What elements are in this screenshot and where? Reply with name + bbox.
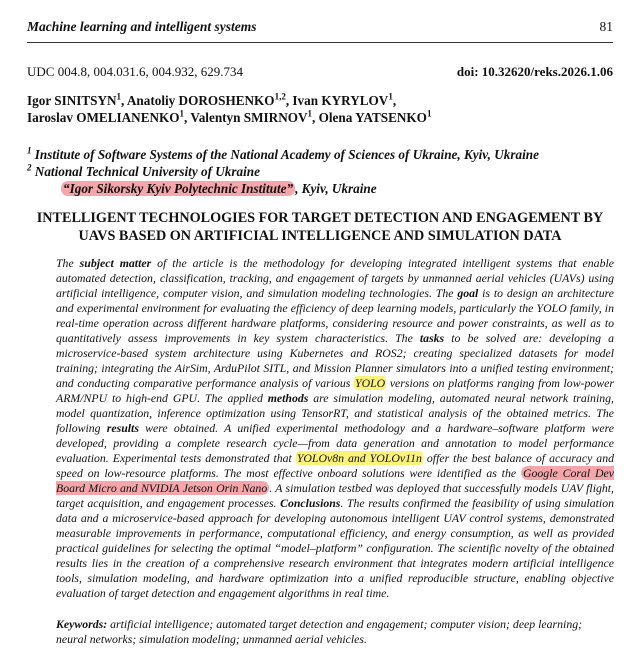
- author-name: Anatoliy DOROSHENKO: [126, 93, 275, 108]
- author-name: Valentyn SMIRNOV: [190, 110, 308, 125]
- author-sep: ,: [184, 110, 191, 125]
- author-sup: 1: [179, 108, 185, 119]
- abstract-text: were obtained. A unified experimental methodology and a hardware–software platform were developed, providing a complete research cycle—from data generation and annotation to model performance evaluation. Experimental tests demonstrated that: [56, 421, 614, 465]
- keywords: [56, 617, 614, 647]
- header-rule: [27, 42, 613, 43]
- affiliation-2-cont: [27, 180, 617, 197]
- affiliation-text: , Kyiv, Ukraine: [295, 181, 377, 196]
- author-sep: ,: [285, 93, 293, 108]
- author-sup: 1: [307, 108, 313, 119]
- author-list: [27, 92, 617, 126]
- page-number: 81: [599, 19, 613, 34]
- highlighted-institute: “Igor Sikorsky Kyiv Polytechnic Institute”: [63, 181, 294, 196]
- abstract-term: goal: [457, 286, 479, 300]
- abstract-term: methods: [267, 391, 309, 405]
- affiliation-2: [27, 163, 617, 180]
- abstract-text: versions on platforms ranging from low-power ARM/NPU to high-end GPU. The applied: [56, 376, 614, 405]
- abstract: [56, 256, 614, 601]
- author-sup: 1: [426, 108, 432, 119]
- affiliation-1: [27, 146, 617, 163]
- paper-title: INTELLIGENT TECHNOLOGIES FOR TARGET DETECTION AND ENGAGEMENT BY UAVS BASED ON ARTIFICIAL INTELLIGENCE AND SIMULATION DATA: [36, 210, 604, 244]
- affiliation-text: National Technical University of Ukraine: [31, 164, 260, 179]
- author-sup: 1,2: [274, 91, 286, 102]
- affiliations: [27, 146, 617, 197]
- abstract-text: . The results confirmed the feasibility of using simulation data and a microservice-based approach for developing autonomous intelligent UAV control systems, demonstrated measurable improvements in performance, computational efficiency, and energy consumption, as well as provided practical guidelines for selecting the optimal “model–platform” configuration. The scientific novelty of the obtained results lies in the creation of a comprehensive research environment that integrates modern artificial intelligence tools, simulation modeling, and hardware optimization into a unified reproducible structure, enabling objective evaluation of target detection and engagement algorithms in real time.: [56, 496, 614, 600]
- author-name: Ivan KYRYLOV: [292, 93, 389, 108]
- affiliation-sup: 2: [27, 162, 32, 173]
- highlight-yolo: YOLO: [355, 376, 386, 390]
- affiliation-text: Institute of Software Systems of the National Academy of Sciences of Ukraine, Kyiv, Ukraine: [31, 147, 539, 162]
- abstract-text: The: [56, 256, 80, 270]
- author-line-1: [27, 92, 617, 109]
- abstract-text: of the article is the methodology for developing integrated intelligent systems that enable automated detection, classification, tracking, and engagement of targets by unmanned aerial vehicles (UAVs) using artificial intelligence, computer vision, and simulation modeling technologies. The: [56, 256, 614, 300]
- author-sep: ,: [121, 93, 127, 108]
- abstract-text: to be solved are: developing a microservice-based system architecture using Kubernetes and ROS2; creating specialized datasets for model training; integrating the AirSim, ArduPilot SITL, and Mission Planner simulators into a unified testing environment; and conducting comparative performance analysis of various: [56, 331, 614, 390]
- abstract-text: are simulation modeling, automated neural network training, model quantization, inference optimization using TensorRT, and statistical analysis of the obtained metrics. The following: [56, 391, 614, 435]
- abstract-term: results: [106, 421, 139, 435]
- keywords-text: artificial intelligence; automated target detection and engagement; computer vision; deep learning; neural networks; simulation modeling; unmanned aerial vehicles.: [56, 617, 583, 646]
- author-sup: 1: [116, 91, 122, 102]
- author-name: Igor SINITSYN: [27, 93, 117, 108]
- highlight-boards: Google Coral Dev Board Micro and NVIDIA Jetson Orin Nano: [56, 466, 614, 495]
- abstract-text: . A simulation testbed was deployed that successfully models UAV flight, target acquisition, and engagement processes.: [56, 481, 614, 510]
- highlight-yolo-models: YOLOv8n and YOLOv11n: [296, 451, 422, 465]
- doi[interactable]: doi: 10.32620/reks.2026.1.06: [456, 64, 613, 79]
- abstract-term: subject matter: [79, 256, 152, 270]
- abstract-text: offer the best balance of accuracy and speed on low-resource platforms. The most effective onboard solutions were identified as the: [56, 451, 614, 480]
- abstract-term: Conclusions: [280, 496, 341, 510]
- author-sep: ,: [312, 110, 319, 125]
- abstract-text: is to design an architecture and experimental environment for evaluating the efficiency of deep learning models, particularly the YOLO family, in real-time operation across different hardware platforms, considering resource and power constraints, as well as to quantitatively assess improvements in key system characteristics. The: [56, 286, 614, 345]
- keywords-label: Keywords:: [56, 617, 108, 631]
- abstract-term: tasks: [419, 331, 445, 345]
- author-name: Olena YATSENKO: [318, 110, 427, 125]
- author-name: Iaroslav OMELIANENKO: [27, 110, 180, 125]
- udc-code: UDC 004.8, 004.031.6, 004.932, 629.734: [27, 64, 243, 79]
- affiliation-sup: 1: [27, 145, 32, 156]
- author-sup: 1: [388, 91, 393, 102]
- author-line-2: [27, 109, 617, 126]
- journal-section-title: Machine learning and intelligent systems: [27, 19, 257, 34]
- author-sep: ,: [392, 93, 397, 108]
- running-header: [27, 19, 613, 37]
